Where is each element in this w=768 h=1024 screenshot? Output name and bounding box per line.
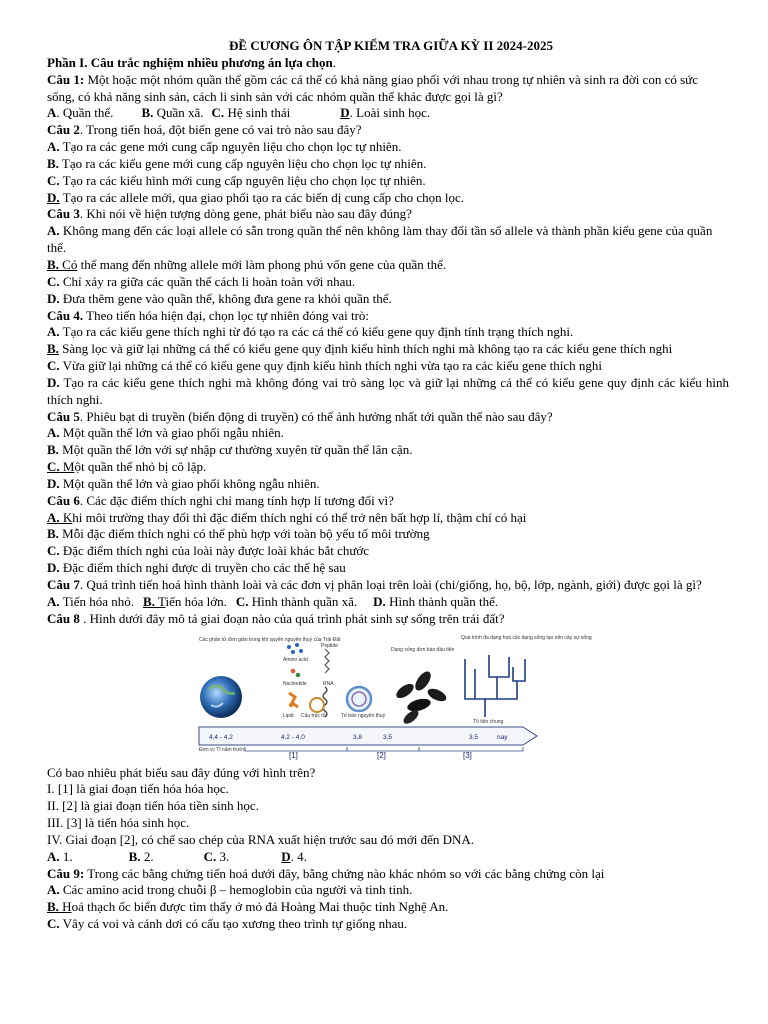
q2-option-c: C. Tạo ra các kiểu hình mới cung cấp nguyên liệu cho chọn lọc tự nhiên.: [47, 172, 426, 188]
option-text: Quần xã.: [153, 105, 204, 121]
option-key: D: [340, 105, 350, 121]
stage-3-label: [3]: [463, 750, 472, 760]
question-text: . Khi nói về hiện tượng dòng gene, phát biểu nào sau đây đúng?: [79, 206, 412, 222]
question-text: . Các đặc điểm thích nghi chỉ mang tính hợp lí tương đối vì?: [79, 492, 394, 508]
stage-2-label: [2]: [377, 750, 386, 760]
timeline-t5: 3,5: [469, 733, 479, 741]
q5-option-d: D. Một quần thể lớn và giao phối không ngẫu nhiên.: [47, 475, 320, 491]
question-4: [47, 308, 729, 325]
tree-of-life-icon: [465, 655, 525, 717]
q4-option-d: D. Tạo ra các kiểu gene thích nghi mà không đóng vai trò sàng lọc và giữ lại những cá thể có kiểu gene quy định các kiểu hình thích nghi.: [47, 374, 729, 407]
q4-option-c: C. Vừa giữ lại những cá thể có kiểu gene quy định kiểu hình thích nghi vừa tạo ra các kiểu gene thích nghi: [47, 358, 603, 374]
q3-option-c: C. Chỉ xảy ra giữa các quần thể cách li hoàn toàn với nhau.: [47, 273, 356, 289]
q4-option-b: B. Sàng lọc và giữ lại những cá thể có kiểu gene quy định kiểu hình thích nghi mà không tạo ra các kiểu gene thích nghi: [47, 341, 673, 357]
question-number: Câu 5: [47, 408, 80, 424]
question-5: [47, 409, 729, 426]
question-text: . Hình dưới đây mô tả giai đoạn nào của quá trình phát sinh sự sống trên trái đất?: [79, 610, 505, 626]
earth-label: Các phân tử đơn giản trong khí quyển nguyên thuỷ của Trái Đất: [199, 636, 341, 643]
q2-option-b: B. Tạo ra các kiểu gene mới cung cấp nguyên liệu cho chọn lọc tự nhiên.: [47, 155, 427, 171]
origin-of-life-figure: [197, 633, 592, 760]
q5-option-b: B. Một quần thể lớn với sự nhập cư thường xuyên từ quần thể lân cận.: [47, 442, 413, 458]
question-9: [47, 866, 729, 883]
timeline-unit: Đơn vị: Tỉ năm trước: [199, 746, 246, 753]
q6-option-d: D. Đặc điểm thích nghi được di truyền cho các thế hệ sau: [47, 560, 346, 576]
origin-of-life-diagram: [197, 633, 592, 760]
q6-option-b: B. Mỗi đặc điểm thích nghi có thể phù hợp với toàn bộ yếu tố môi trường: [47, 526, 430, 542]
question-text: Theo tiến hóa hiện đại, chọn lọc tự nhiên đóng vai trò:: [83, 307, 370, 323]
question-text: . Quá trình tiến hoá hình thành loài và các đơn vị phân loại trên loài (chi/giống, họ, bộ, lớp, ngành, giới) được gọi là gì?: [79, 577, 702, 592]
option-text: . Quần thể.: [56, 105, 114, 121]
lipid-label: Lipid: [283, 712, 294, 719]
question-2: [47, 122, 729, 139]
option-text: . Loài sinh học.: [349, 105, 431, 121]
earth-icon: [200, 676, 242, 718]
option-text: Hệ sinh thái: [224, 105, 291, 121]
q9-option-b: B. Hoá thạch ốc biển được tìm thấy ở mỏ đá Hoàng Mai thuộc tỉnh Nghệ An.: [47, 899, 449, 915]
option-key: C.: [211, 105, 225, 121]
tree-base-label: Tổ tiên chung: [473, 718, 504, 725]
amino-acid-label: Amino acid: [283, 656, 308, 663]
q6-option-a: A. Khi môi trường thay đổi thì đặc điểm thích nghi có thể trở nên bất hợp lí, thậm chí có hại: [47, 509, 527, 525]
q3-option-b: B. Có thể mang đến những allele mới làm phong phú vốn gene của quần thể.: [47, 256, 447, 272]
question-number: Câu 9:: [47, 865, 85, 881]
question-1: [47, 72, 729, 106]
option-key: B.: [141, 105, 154, 121]
question-8: [47, 611, 729, 628]
tree-label: Quá trình đa dạng hoá các dạng sống tạo nên cây sự sống: [461, 634, 592, 641]
timeline-t6: nay: [497, 733, 508, 741]
timeline-t4: 3,5: [383, 733, 393, 741]
q6-option-c: C. Đặc điểm thích nghi của loài này được loài khác bắt chước: [47, 543, 370, 559]
q5-option-a: A. Một quần thể lớn và giao phối ngẫu nhiên.: [47, 425, 284, 441]
q9-option-a: A. Các amino acid trong chuỗi β – hemoglobin của người và tinh tinh.: [47, 882, 413, 898]
q2-option-d: D. Tạo ra các allele mới, qua giao phối tạo ra các biến dị cung cấp cho chọn lọc.: [47, 189, 465, 205]
question-text: . Trong tiến hoá, đột biến gene có vai trò nào sau đây?: [79, 122, 362, 138]
question-number: Câu 8: [47, 610, 80, 626]
q8-statement-2: II. [2] là giai đoạn tiến hóa tiền sinh học.: [47, 798, 259, 814]
question-text: Một hoặc một nhóm quần thể gồm các cá thể có khả năng giao phối với nhau trong tự nhiên và sinh ra đời con có sức sống, có khả năng sinh sản, cách li sinh sản với các nhóm quần thể khác được gọi là gì?: [47, 71, 698, 104]
q1-options: [47, 105, 729, 122]
q5-option-c: C. Một quần thể nhỏ bị cô lập.: [47, 459, 207, 475]
question-number: Câu 3: [47, 206, 80, 222]
question-3: [47, 206, 729, 223]
stage-1-label: [1]: [289, 750, 298, 760]
question-number: Câu 2: [47, 122, 80, 138]
q8-statement-4: IV. Giai đoạn [2], có chế sao chép của RNA xuất hiện trước sau đó mới đến DNA.: [47, 831, 475, 847]
q7-options: A. Tiến hóa nhỏ. B. Tiến hóa lớn. C. Hình thành quần xã. D. Hình thành quần thể.: [47, 593, 499, 609]
timeline-t2: 4,2 - 4,0: [281, 733, 305, 741]
question-6: [47, 493, 729, 510]
q9-option-c: C. Vây cá voi và cánh dơi có cấu tạo xương theo trình tự giống nhau.: [47, 916, 408, 932]
q8-statement-1: I. [1] là giai đoạn tiến hóa hóa học.: [47, 781, 229, 797]
q2-option-a: A. Tạo ra các gene mới cung cấp nguyên liệu cho chọn lọc tự nhiên.: [47, 139, 402, 155]
option-key: A: [47, 105, 57, 121]
q3-option-a: A. Không mang đến các loại allele có sẵn trong quần thể nên không làm thay đổi tần số allele và thành phần kiểu gene của quần thể.: [47, 223, 713, 256]
part-heading: Phần I. Câu trắc nghiệm nhiều phương án lựa chọn.: [47, 54, 337, 70]
timeline-t1: 4,4 - 4,2: [209, 733, 233, 741]
rna-label: RNA: [323, 680, 334, 687]
question-text: . Phiêu bạt di truyền (biến động di truyền) có thể ảnh hưởng nhất tới quần thể nào sau đây?: [79, 408, 553, 424]
question-text: Trong các bằng chứng tiến hoá dưới đây, bằng chứng nào khác nhóm so với các bằng chứng còn lại: [84, 865, 605, 881]
document-page: [47, 38, 729, 933]
peptide-label: Peptide: [321, 642, 338, 649]
document-title: ĐỀ CƯƠNG ÔN TẬP KIỂM TRA GIỮA KỲ II 2024-2025: [229, 38, 553, 53]
question-number: Câu 7: [47, 577, 80, 592]
q3-option-d: D. Đưa thêm gene vào quần thể, không đưa gene ra khỏi quần thể.: [47, 290, 392, 306]
protocell-label: Tế bào nguyên thuỷ: [341, 712, 386, 719]
nucleotide-label: Nucleotide: [283, 680, 307, 687]
protocell-icon: [347, 687, 371, 711]
timeline-t3: 3,8: [353, 733, 363, 741]
first-cells-label: Dạng sống đơn bào đầu tiên: [391, 646, 455, 653]
q8-statement-3: III. [3] là tiến hóa sinh học.: [47, 815, 190, 831]
question-7: [47, 577, 729, 594]
ctcb-label: Cấu trúc tổ: [301, 712, 326, 719]
timeline-arrow: [199, 727, 537, 745]
question-number: Câu 1:: [47, 71, 85, 87]
q4-option-a: A. Tạo ra các kiểu gene thích nghi từ đó tạo ra các cá thể có kiểu gene quy định tính trạng thích nghi.: [47, 324, 574, 340]
q8-subquestion: Có bao nhiêu phát biểu sau đây đúng với hình trên?: [47, 764, 316, 780]
q8-options: A. 1. B. 2. C. 3. D. 4.: [47, 848, 307, 864]
question-number: Câu 6: [47, 492, 80, 508]
question-number: Câu 4.: [47, 307, 84, 323]
